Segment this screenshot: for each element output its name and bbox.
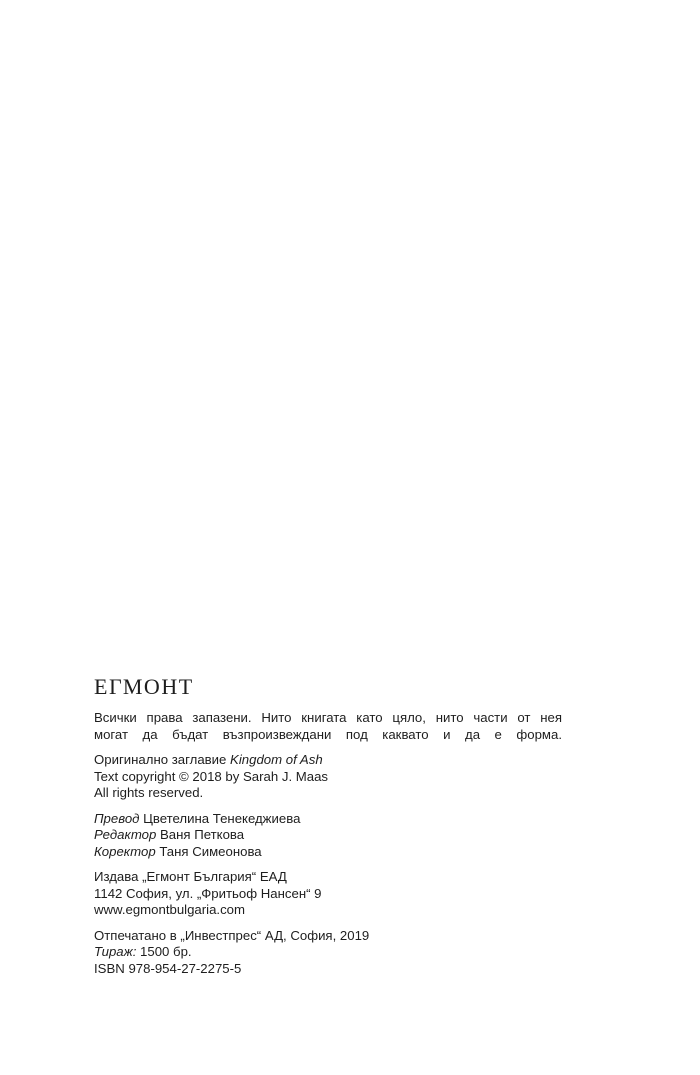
print-run-label: Тираж: <box>94 944 137 959</box>
original-title-line <box>94 752 594 769</box>
original-title: Kingdom of Ash <box>230 752 323 767</box>
editor-name: Ваня Петкова <box>160 827 245 842</box>
rights-notice <box>94 710 594 743</box>
printing-block <box>94 928 594 978</box>
publisher-line: Издава „Егмонт България“ ЕАД <box>94 869 287 884</box>
imprint-block <box>94 869 594 919</box>
editor-label: Редактор <box>94 827 157 842</box>
publisher-logo: ЕГМОНТ <box>94 674 194 699</box>
proofreader-label: Коректор <box>94 843 156 859</box>
colophon <box>94 676 594 986</box>
rights-line-2: могат да бъдат възпроизвеждани под каквато и да е форма. <box>94 726 562 742</box>
translation-credit <box>94 811 594 828</box>
all-rights-reserved: All rights reserved. <box>94 785 204 800</box>
print-run-value: 1500 бр. <box>140 944 192 959</box>
translation-label: Превод <box>94 810 140 826</box>
original-title-label: Оригинално заглавие <box>94 752 227 767</box>
printed-by: Отпечатано в „Инвестпрес“ АД, София, 2019 <box>94 927 370 943</box>
print-run-line <box>94 944 594 961</box>
rights-line-1: Всички права запазени. Нито книгата като цяло, нито части от нея <box>94 710 562 725</box>
isbn: ISBN 978-954-27-2275-5 <box>94 960 242 976</box>
proofreader-name: Таня Симеонова <box>159 843 262 859</box>
translator-name: Цветелина Тенекеджиева <box>143 810 301 826</box>
text-copyright: Text copyright © 2018 by Sarah J. Maas <box>94 768 329 784</box>
publisher-address: 1142 София, ул. „Фритьоф Нансен“ 9 <box>94 885 322 901</box>
credits-block <box>94 811 594 861</box>
editor-credit <box>94 827 594 844</box>
proofreader-credit <box>94 844 594 861</box>
publisher-website: www.egmontbulgaria.com <box>94 902 245 917</box>
original-title-block <box>94 752 594 802</box>
